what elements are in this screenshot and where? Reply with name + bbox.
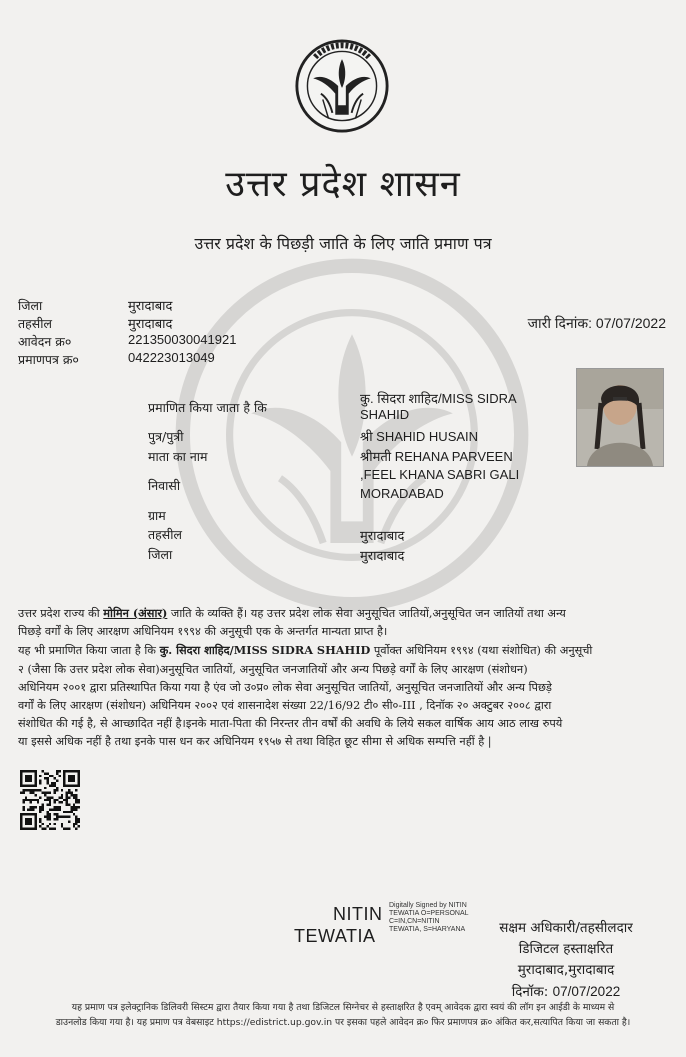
detail-district-label: जिला [148, 547, 173, 562]
parent-value: श्री SHAHID HUSAIN [360, 429, 479, 444]
authority-line-3: मुरादाबाद,मुरादाबाद [517, 962, 615, 978]
body-line-1 [18, 604, 678, 623]
tehsil-value: मुरादाबाद [128, 316, 173, 331]
applicant-photo [576, 368, 664, 467]
resident-value-2: MORADABAD [360, 486, 444, 501]
authority-line-2: डिजिटल हस्ताक्षरित [518, 941, 614, 957]
application-no-label: आवेदन क्र० [18, 334, 72, 349]
body-line-2: पिछड़े वर्गों के लिए आरक्षण अधिनियम १९९४ की अनुसूची एक के अन्तर्गत मान्यता प्राप्त है। [18, 625, 388, 639]
footer-note [10, 1000, 676, 1030]
digital-line-4: TEWATIA, S=HARYANA [389, 926, 466, 933]
qr-code-icon[interactable] [20, 770, 80, 830]
parent-label: पुत्र/पुत्री [148, 429, 184, 444]
signer-name-line1: NITIN [333, 904, 383, 924]
district-label: जिला [18, 298, 43, 313]
issue-date-label: जारी दिनांक: [527, 315, 593, 331]
authority-date-value: 07/07/2022 [552, 984, 621, 999]
footer-line-2: डाउनलोड किया गया है। यह प्रमाण पत्र वेबसाइट https://edistrict.up.gov.in पर इसका पहले आवेदन क्र० फिर प्रमाणपत्र क्र० अंकित कर,सत्यापित किया जा सकता है। [55, 1017, 631, 1028]
body-line-1b: जाति के व्यक्ति हैं। यह उत्तर प्रदेश लोक सेवा अनुसूचित जातियों,अनुसूचित जन जातियों तथा अन्य [167, 607, 566, 620]
mother-value: श्रीमती REHANA PARVEEN [360, 449, 513, 464]
body-line-1a: उत्तर प्रदेश राज्य की [18, 607, 104, 620]
issue-date [528, 314, 666, 333]
resident-label: निवासी [148, 478, 181, 493]
digital-signature-info [389, 902, 469, 934]
body-line-3a: यह भी प्रमाणित किया जाता है कि [18, 644, 160, 658]
certificate-no-label: प्रमाणपत्र क्र० [18, 352, 79, 367]
body-line-3b: पूर्वोक्त अधिनियम १९९४ (यथा संशोधित) की अनुसूची [370, 644, 593, 658]
caste-name: मोमिन (अंसार) [103, 606, 168, 620]
village-label: ग्राम [148, 508, 166, 523]
issue-date-value: 07/07/2022 [595, 315, 666, 331]
body-line-8: या इससे अधिक नहीं है तथा इनके पास धन कर अधिनियम १९५७ से तथा विहित छूट सीमा से अधिक सम्पत्ति नहीं है | [18, 735, 492, 749]
application-no-value: 221350030041921 [128, 332, 237, 347]
body-line-3 [18, 641, 678, 660]
district-value: मुरादाबाद [128, 298, 173, 313]
issuing-authority [466, 918, 666, 1003]
digital-line-1: Digitally Signed by NITIN [389, 902, 467, 909]
authority-date-label: दिनॉक: [511, 984, 549, 1000]
digital-line-3: C=IN,CN=NITIN [389, 918, 440, 925]
tehsil-label: तहसील [18, 316, 52, 331]
body-line-5: अधिनियम २००१ द्वारा प्रतिस्थापित किया गया है एंव जो उ०प्र० लोक सेवा अनुसूचित जातियों, अनुसूचित जनजातियों और अन्य पिछड़े [18, 680, 552, 694]
footer-line-1: यह प्रमाण पत्र इलेक्ट्रानिक डिलिवरी सिस्टम द्वारा तैयार किया गया है तथा डिजिटल सिग्नेचर से हस्ताक्षरित है एवम् आवेदक द्वारा स्वयं की लॉग इन आई‌डी के माध्यम से [71, 1002, 615, 1013]
page-title: उत्तर प्रदेश शासन [225, 164, 461, 205]
detail-tehsil-value: मुरादाबाद [360, 528, 405, 543]
detail-district-value: मुरादाबाद [360, 548, 405, 563]
signer-name-1 [333, 904, 383, 925]
mother-label: माता का नाम [148, 449, 208, 464]
detail-tehsil-label: तहसील [148, 527, 182, 542]
signer-name-line2: TEWATIA [294, 926, 376, 946]
body-line-7: संशोधित की गई है, से आच्छादित नहीं है।इनके माता-पिता की निरन्तर तीन वर्षों की अवधि के लिये सकल वार्षिक आय आठ लाख रुपये [18, 717, 563, 731]
resident-value-1: ,FEEL KHANA SABRI GALI [360, 467, 520, 482]
body-line-6: वर्गों के लिए आरक्षण (संशोधन) अधिनियम २००२ एवं शासनादेश संख्या 22/16/92 टी० सी०-III , दिनॉक २० अक्टुबर २००८ द्वारा [18, 699, 552, 713]
certified-label: प्रमाणित किया जाता है कि [148, 400, 267, 415]
signer-name-2 [294, 926, 376, 947]
body-line-4: २ (जैसा कि उत्तर प्रदेश लोक सेवा)अनुसूचित जातियों, अनुसूचित जनजातियों और अन्य पिछड़े वर्गों के लिए आरक्षण (संशोधन) [18, 662, 528, 676]
certificate-subtitle: उत्तर प्रदेश के पिछड़ी जाति के लिए जाति प्रमाण पत्र [194, 234, 492, 253]
state-emblem-icon [294, 38, 390, 134]
certified-value-1: कु. सिदरा शाहिद/MISS SIDRA [360, 391, 517, 406]
authority-line-1: सक्षम अधिकारी/तहसीलदार [499, 920, 633, 936]
certificate-no-value: 042223013049 [128, 350, 215, 365]
certificate-body [18, 604, 678, 752]
digital-line-2: TEWATIA O=PERSONAL [389, 910, 469, 917]
applicant-name: कु. सिदरा शाहिद/MISS SIDRA SHAHID [159, 643, 371, 658]
certified-value-2: SHAHID [360, 407, 410, 422]
